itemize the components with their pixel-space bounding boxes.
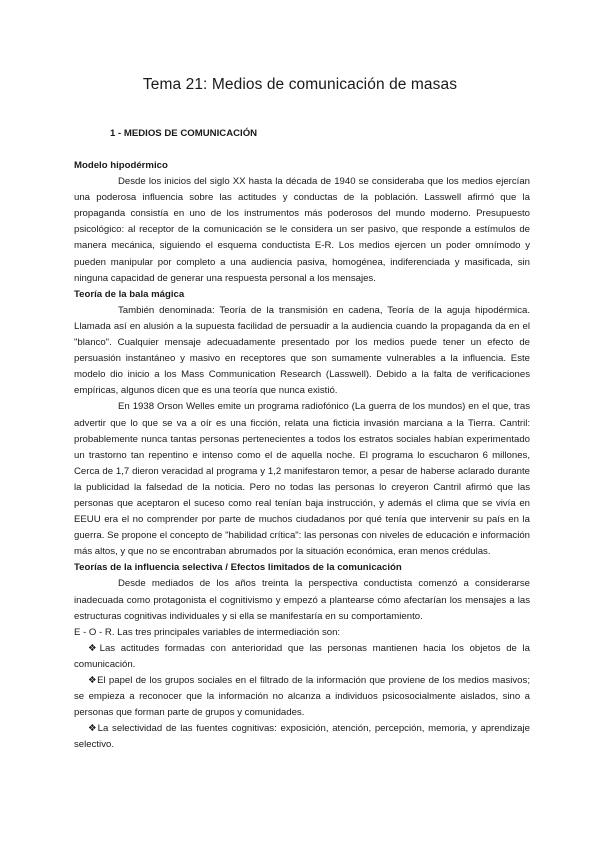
heading-influencia-selectiva: Teorías de la influencia selectiva / Efectos limitados de la comunicación xyxy=(74,562,402,574)
bullet-text: La selectividad de las fuentes cognitivas: exposición, atención, percepción, memoria, y aprendizaje selectivo. xyxy=(74,723,530,751)
bullet-text: El papel de los grupos sociales en el filtrado de la información que proviene de los medios masivos; se empieza a reconocer que la información no alcanza a individuos psicosocialmente aislados, sino a personas que forman parte de grupos y comunidades. xyxy=(74,675,530,719)
section-heading: 1 - MEDIOS DE COMUNICACIÓN xyxy=(110,128,258,139)
diamond-bullet-icon: ❖ xyxy=(88,642,100,654)
page-title: Tema 21: Medios de comunicación de masas xyxy=(142,76,458,93)
document-body xyxy=(74,158,530,753)
bullet-item xyxy=(74,721,530,753)
paragraph-2: También denominada: Teoría de la transmisión en cadena, Teoría de la aguja hipodérmica. Llamada así en alusión a la supuesta facilidad de persuadir a la audiencia cuando la propaganda da en el "blanco". Cualquier mensaje adecuadamente presentado por los medios puede tener un efecto de persuasión instantáneo y masivo en receptores que son sumamente vulnerables a la influencia. Este modelo dio inicio a los Mass Communication Research (Lasswell). Debido a la falta de verificaciones empíricas, algunos dicen que es una teoría que nunca existió. xyxy=(74,304,530,397)
bullet-text: Las actitudes formadas con anterioridad que las personas mantienen hacia los objetos de la comunicación. xyxy=(74,642,530,670)
heading-modelo-hipodermico: Modelo hipodérmico xyxy=(74,160,168,171)
paragraph-3: En 1938 Orson Welles emite un programa radiofónico (La guerra de los mundos) en el que, tras advertir que lo que se va a oír es una ficción, relata una ficticia invasión marciana a la Tierra. Cantril: probablemente nunca tantas personas pertenecientes a todos los estratos sociales habían experimentado un trastorno tan repentino e intenso como el de aquella noche. El programa lo escucharon 6 millones, Cerca de 1,7 dieron veracidad al programa y 1,2 manifestaron temor, a pesar de haberse aclarado durante la publicidad la falsedad de la noticia. Pero no todas las personas lo creyeron Cantril afirmó que las personas que aceptaron el suceso como real tenían baja instrucción, y además el clima que se vivía en EEUU era el no comprender por parte de muchos ciudadanos por qué tenía que intervenir su país en la guerra. Se propone el concepto de "habilidad crítica": las personas con niveles de educación e información más altos, y que no se encontraban abrumados por la situación económica, eran menos crédulas. xyxy=(74,401,530,558)
heading-bala-magica: Teoría de la bala mágica xyxy=(74,288,185,300)
paragraph-1: Desde los inicios del siglo XX hasta la década de 1940 se consideraba que los medios ejercían una poderosa influencia sobre las actitudes y conductas de la población. Lasswell afirmó que la propaganda consistía en uno de los instrumentos más poderosos del mundo moderno. Presupuesto psicológico: al receptor de la comunicación se le considera un ser pasivo, que responde a estímulos de manera mecánica, siguiendo el esquema conductista E-R. Los medios ejercen un poder omnímodo y pueden manipular por completo a una audiencia pasiva, homogénea, indiferenciada y masificada, sin ninguna capacidad de generar una respuesta personal a los mensajes. xyxy=(74,176,530,284)
bullet-item xyxy=(74,641,530,673)
diamond-bullet-icon: ❖ xyxy=(88,723,98,735)
paragraph-5: E - O - R. Las tres principales variables de intermediación son: xyxy=(74,626,341,638)
paragraph-4: Desde mediados de los años treinta la perspectiva conductista comenzó a considerarse inadecuada como protagonista el cognitivismo y empezó a plantearse cómo afectarían los mensajes a las estructuras cognitivas individuales y si ella se manifestaría en su comportamiento. xyxy=(74,578,530,622)
bullet-item xyxy=(74,673,530,721)
diamond-bullet-icon: ❖ xyxy=(88,675,98,686)
